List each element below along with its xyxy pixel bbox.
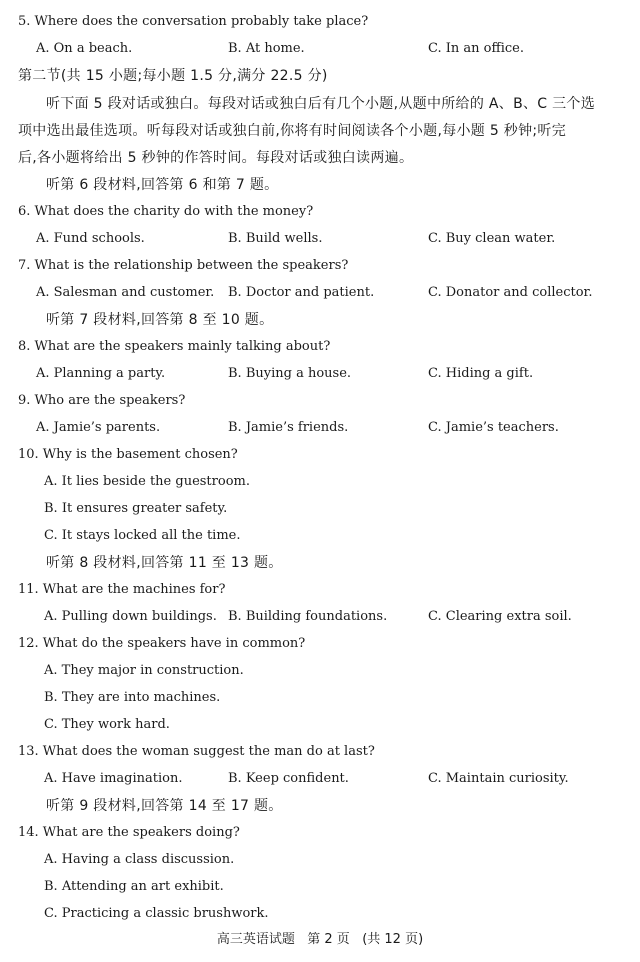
question-stem: 11. What are the machines for? xyxy=(18,582,226,597)
option-c: C. Hiding a gift. xyxy=(428,366,534,381)
option-b: B. Building foundations. xyxy=(228,609,388,624)
option-b: B. Buying a house. xyxy=(228,366,352,381)
material-instruction: 听第 9 段材料,回答第 14 至 17 题。 xyxy=(46,798,283,814)
question-stem: 14. What are the speakers doing? xyxy=(18,825,240,840)
question-stem: 9. Who are the speakers? xyxy=(18,393,186,408)
option-c: C. In an office. xyxy=(428,41,524,56)
option-b: B. Build wells. xyxy=(228,231,323,246)
question-stem: 6. What does the charity do with the money? xyxy=(18,204,314,219)
option-c: C. Maintain curiosity. xyxy=(428,771,569,786)
option-a: A. Fund schools. xyxy=(36,231,145,246)
option-b: B. Keep confident. xyxy=(228,771,349,786)
section-intro-line: 项中选出最佳选项。听每段对话或独白前,你将有时间阅读各个小题,每小题 5 秒钟;听完 xyxy=(18,123,567,139)
option-c: C. Practicing a classic brushwork. xyxy=(44,906,269,921)
option-b: B. At home. xyxy=(228,41,305,56)
option-a: A. Salesman and customer. xyxy=(36,285,215,300)
option-b: B. Jamie’s friends. xyxy=(228,420,349,435)
page-footer: 高三英语试题 第 2 页 (共 12 页) xyxy=(216,932,424,947)
option-a: A. Pulling down buildings. xyxy=(44,609,217,624)
option-b: B. Doctor and patient. xyxy=(228,285,375,300)
material-instruction: 听第 7 段材料,回答第 8 至 10 题。 xyxy=(46,312,274,328)
option-a: A. They major in construction. xyxy=(44,663,244,678)
option-a: A. Having a class discussion. xyxy=(44,852,235,867)
option-a: A. Have imagination. xyxy=(44,771,183,786)
option-c: C. Donator and collector. xyxy=(428,285,593,300)
option-c: C. Clearing extra soil. xyxy=(428,609,572,624)
option-c: C. Jamie’s teachers. xyxy=(428,420,559,435)
material-instruction: 听第 8 段材料,回答第 11 至 13 题。 xyxy=(46,555,283,571)
question-stem: 5. Where does the conversation probably take place? xyxy=(18,14,369,29)
section-heading: 第二节(共 15 小题;每小题 1.5 分,满分 22.5 分) xyxy=(18,68,328,84)
option-c: C. They work hard. xyxy=(44,717,170,732)
section-intro-line: 听下面 5 段对话或独白。每段对话或独白后有几个小题,从题中所给的 A、B、C 三个选 xyxy=(46,96,596,112)
material-instruction: 听第 6 段材料,回答第 6 和第 7 题。 xyxy=(46,177,279,193)
question-stem: 12. What do the speakers have in common? xyxy=(18,636,306,651)
question-stem: 7. What is the relationship between the speakers? xyxy=(18,258,349,273)
option-b: B. Attending an art exhibit. xyxy=(44,879,224,894)
option-a: A. Jamie’s parents. xyxy=(36,420,161,435)
option-a: A. On a beach. xyxy=(36,41,133,56)
section-intro-line: 后,各小题将给出 5 秒钟的作答时间。每段对话或独白读两遍。 xyxy=(18,150,414,166)
option-b: B. They are into machines. xyxy=(44,690,221,705)
question-stem: 8. What are the speakers mainly talking about? xyxy=(18,339,331,354)
option-a: A. It lies beside the guestroom. xyxy=(44,474,250,489)
question-stem: 13. What does the woman suggest the man do at last? xyxy=(18,744,375,759)
option-c: C. It stays locked all the time. xyxy=(44,528,241,543)
option-b: B. It ensures greater safety. xyxy=(44,501,228,516)
question-stem: 10. Why is the basement chosen? xyxy=(18,447,238,462)
option-c: C. Buy clean water. xyxy=(428,231,556,246)
option-a: A. Planning a party. xyxy=(36,366,166,381)
